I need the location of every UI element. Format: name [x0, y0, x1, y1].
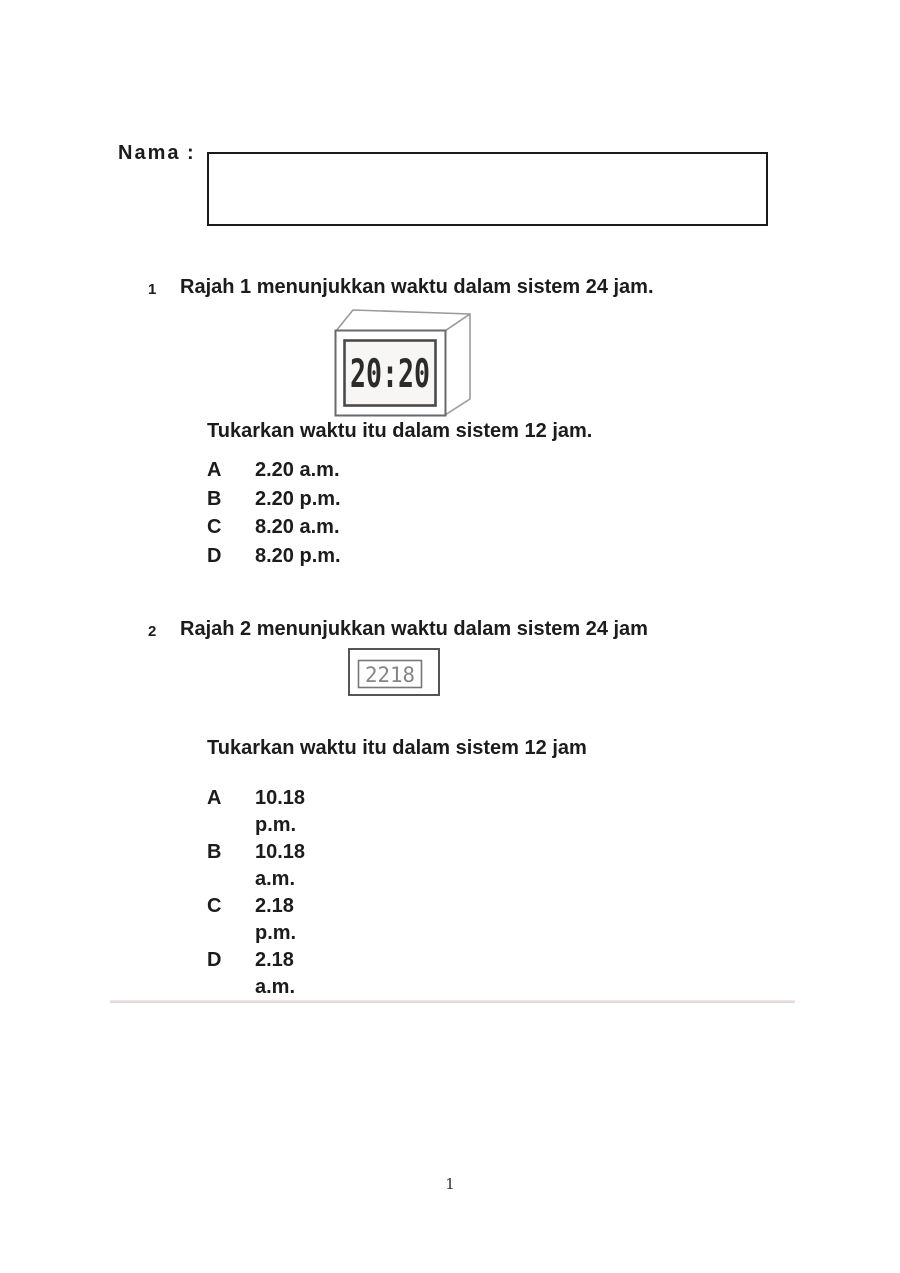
option-letter: B — [207, 487, 222, 510]
option-text: a.m. — [255, 976, 296, 998]
option-letter: A — [207, 787, 222, 809]
option-row-a — [207, 785, 305, 839]
question-1-instruction: Tukarkan waktu itu dalam sistem 12 jam. — [207, 420, 593, 442]
option-row-c — [207, 518, 341, 537]
option-letter: C — [207, 516, 222, 538]
digital-clock-3d-icon — [330, 303, 475, 418]
question-1-title: Rajah 1 menunjukkan waktu dalam sistem 24 jam. — [180, 276, 654, 298]
question-1-options — [207, 461, 341, 566]
option-text: a.m. — [255, 868, 296, 890]
footer-divider — [110, 1000, 795, 1003]
page-number: 1 — [445, 1175, 455, 1193]
option-letter: A — [207, 459, 222, 481]
digital-display-figure — [348, 648, 440, 701]
digital-clock-figure — [330, 303, 475, 423]
option-text: 10.18 — [255, 787, 306, 809]
question-1-number: 1 — [148, 281, 157, 298]
option-text: p.m. — [255, 922, 297, 944]
option-row-b — [207, 487, 341, 510]
option-row-d — [207, 544, 341, 567]
option-letter: B — [207, 841, 222, 863]
display-time-text: 2218 — [365, 663, 415, 687]
digital-display-icon — [348, 648, 440, 696]
option-text: 8.20 p.m. — [255, 544, 341, 567]
option-row-d — [207, 947, 305, 1001]
question-2-title: Rajah 2 menunjukkan waktu dalam sistem 24 jam — [180, 618, 648, 640]
option-row-b — [207, 839, 305, 893]
option-text: 2.20 p.m. — [255, 487, 341, 510]
option-letter: D — [207, 949, 222, 971]
question-2-options — [207, 785, 305, 1001]
option-letter: C — [207, 895, 222, 917]
question-2-number: 2 — [148, 623, 157, 640]
name-label: Nama — [118, 142, 181, 164]
question-2-instruction: Tukarkan waktu itu dalam sistem 12 jam — [207, 737, 587, 759]
option-text: p.m. — [255, 814, 297, 836]
name-input-box[interactable] — [207, 152, 768, 226]
option-text: 8.20 a.m. — [255, 516, 340, 538]
option-text: 10.18 — [255, 841, 306, 863]
name-colon: : — [187, 142, 194, 164]
option-letter: D — [207, 544, 222, 567]
clock-time-text: 20:20 — [350, 350, 430, 397]
option-row-a — [207, 461, 341, 480]
option-text: 2.18 — [255, 895, 294, 917]
option-text: 2.18 — [255, 949, 294, 971]
option-row-c — [207, 893, 305, 947]
option-text: 2.20 a.m. — [255, 459, 340, 481]
